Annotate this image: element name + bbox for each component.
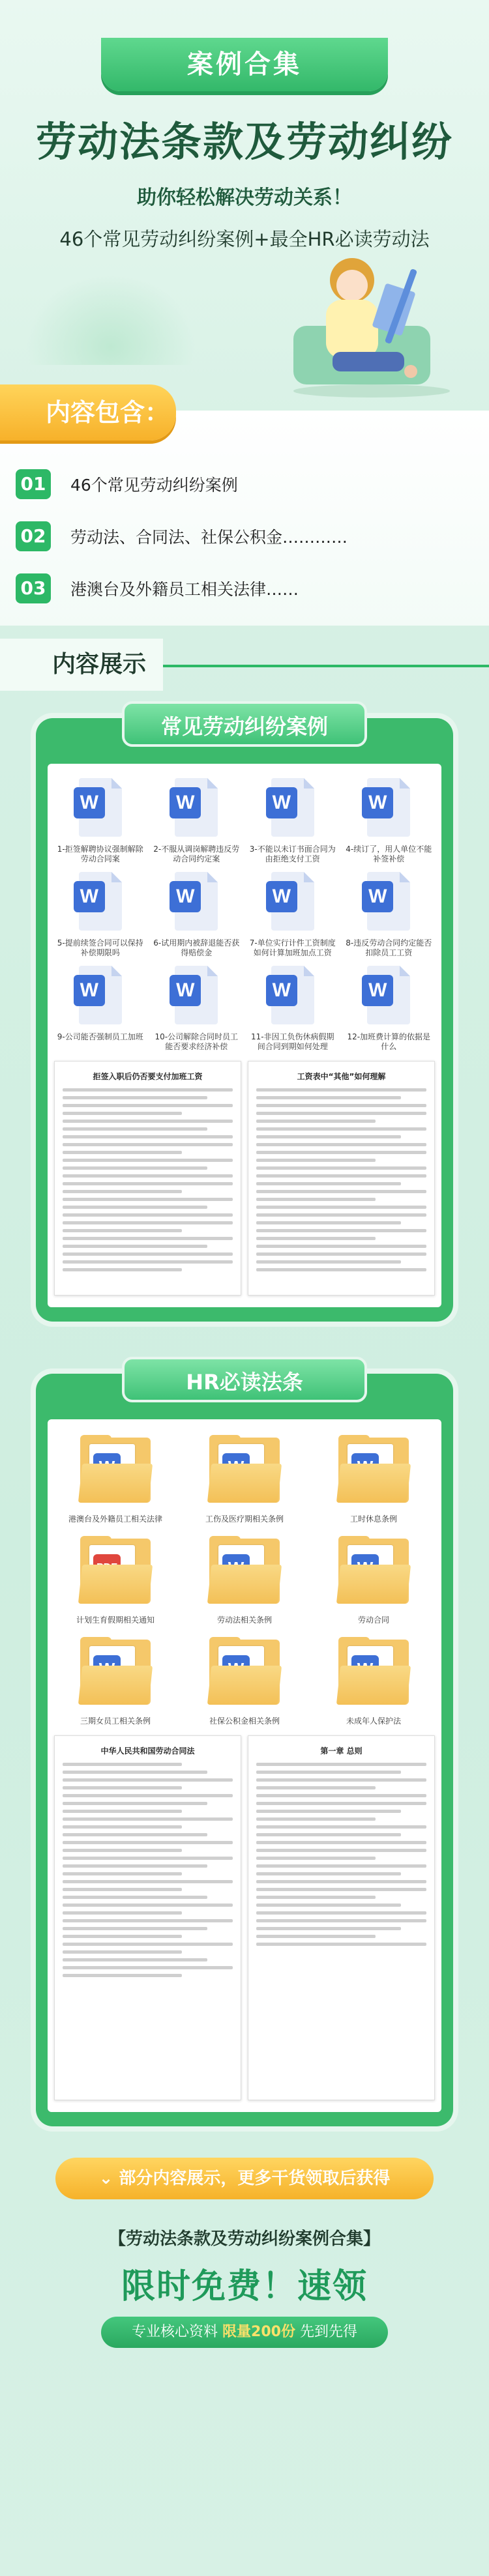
hr-folder-name: 劳动法相关条例 <box>216 1615 272 1625</box>
includes-item-text: 46个常见劳动纠纷案例 <box>70 476 238 495</box>
showcase-heading: 内容展示 <box>0 639 163 691</box>
word-doc-icon: W <box>362 966 415 1028</box>
word-doc-icon: W <box>74 966 127 1028</box>
case-doc[interactable] <box>151 869 243 958</box>
includes-heading: 内容包含： <box>0 384 176 441</box>
includes-item-text: 港澳台及外籍员工相关法律…… <box>70 580 299 599</box>
word-doc-icon: W <box>170 778 223 841</box>
case-doc-name: 9-公司能否强制员工加班 <box>57 1032 143 1041</box>
case-doc-name: 5-提前续签合同可以保持补偿期限吗 <box>57 938 143 957</box>
footer-collection-title: 【劳动法条款及劳动纠纷案例合集】 <box>108 2229 380 2249</box>
hr-folder-name: 工时休息条例 <box>349 1514 397 1524</box>
includes-item-number: 02 <box>16 521 51 551</box>
word-doc-icon: W <box>266 778 319 841</box>
hr-folder-name: 三期女员工相关条例 <box>80 1716 151 1726</box>
cases-card <box>36 714 453 1322</box>
case-doc-name: 8-违反劳动合同约定能否扣除员工工资 <box>346 938 432 957</box>
word-doc-icon: W <box>266 872 319 934</box>
hr-card <box>36 1370 453 2126</box>
case-doc[interactable] <box>343 775 436 864</box>
footer-free-offer: 限时免费！速领 <box>121 2267 368 2306</box>
cases-card-body <box>48 764 441 1307</box>
hero-decoration <box>26 274 196 365</box>
word-doc-icon: W <box>170 872 223 934</box>
case-doc[interactable] <box>151 775 243 864</box>
word-doc-icon: W <box>74 778 127 841</box>
more-content-label: 部分内容展示，更多干货领取后获得 <box>119 2169 391 2188</box>
case-doc-name: 3-不能以未订书面合同为由拒绝支付工资 <box>249 845 336 863</box>
folder-icon <box>205 1637 284 1710</box>
includes-item-text: 劳动法、合同法、社保公积金………… <box>70 528 348 547</box>
hero-subtitle-2: 46个常见劳动纠纷案例+最全HR必读劳动法 <box>59 228 430 250</box>
folder-icon <box>334 1435 413 1508</box>
paper-title: 中华人民共和国劳动合同法 <box>100 1746 195 1756</box>
hr-folder[interactable] <box>183 1532 306 1625</box>
includes-item-number: 03 <box>16 573 51 603</box>
case-paper-previews <box>54 1061 435 1295</box>
folder-icon <box>76 1637 155 1710</box>
hr-card-body <box>48 1419 441 2112</box>
case-doc-name: 10-公司解除合同时员工能否要求经济补偿 <box>155 1032 239 1051</box>
case-doc-name: 11-非因工负伤休病假期间合同到期如何处理 <box>250 1032 334 1051</box>
hr-folder-name: 劳动合同 <box>357 1615 389 1625</box>
word-doc-icon: W <box>74 872 127 934</box>
case-doc-name: 7-单位实行计件工资制度如何计算加班加点工资 <box>249 938 336 957</box>
hr-folder-name: 社保公积金相关条例 <box>209 1716 280 1726</box>
case-doc[interactable] <box>54 963 147 1052</box>
word-doc-icon: W <box>266 966 319 1028</box>
pdf-file-icon <box>76 1536 155 1609</box>
hr-folder[interactable] <box>312 1431 435 1524</box>
hr-folder-name: 港澳台及外籍员工相关法律 <box>68 1514 162 1524</box>
folder-icon <box>76 1435 155 1508</box>
includes-item <box>16 463 473 506</box>
hero-badge: 案例合集 <box>101 38 388 91</box>
case-doc[interactable] <box>54 775 147 864</box>
more-content-button[interactable] <box>55 2158 434 2199</box>
includes-list <box>16 463 473 619</box>
hr-paper-previews <box>54 1735 435 2100</box>
hr-folder[interactable] <box>312 1633 435 1726</box>
hero <box>0 0 489 384</box>
hr-folder[interactable] <box>54 1431 177 1524</box>
hr-folder[interactable] <box>312 1532 435 1625</box>
case-doc-name: 6-试用期内被辞退能否获得赔偿金 <box>153 938 240 957</box>
hr-folder[interactable] <box>54 1532 177 1625</box>
hr-paper-right <box>248 1735 435 2100</box>
hr-folder-name: 工伤及医疗期相关条例 <box>205 1514 284 1524</box>
word-doc-icon: W <box>170 966 223 1028</box>
case-doc[interactable] <box>151 963 243 1052</box>
includes-item-number: 01 <box>16 469 51 499</box>
case-doc[interactable] <box>246 869 339 958</box>
case-doc[interactable] <box>246 775 339 864</box>
word-doc-icon: W <box>362 778 415 841</box>
case-doc[interactable] <box>246 963 339 1052</box>
hr-folder-grid <box>54 1431 435 1726</box>
case-doc-name: 2-不服从调岗解聘违反劳动合同约定案 <box>153 845 240 863</box>
case-paper-left <box>54 1061 241 1295</box>
case-doc[interactable] <box>343 869 436 958</box>
word-doc-icon: W <box>362 872 415 934</box>
hr-folder-name: 计划生育假期相关通知 <box>76 1615 155 1625</box>
hr-folder-name: 未成年人保护法 <box>346 1716 401 1726</box>
folder-icon <box>334 1637 413 1710</box>
case-doc-name: 4-续订了，用人单位不能补签补偿 <box>346 845 432 863</box>
case-doc[interactable] <box>343 963 436 1052</box>
paper-title: 第一章 总则 <box>320 1746 363 1756</box>
case-doc-grid <box>54 775 435 1052</box>
hero-subtitle: 助你轻松解决劳动关系！ <box>137 186 352 209</box>
hr-folder[interactable] <box>183 1633 306 1726</box>
includes-item <box>16 515 473 558</box>
case-doc-name: 12-加班费计算的依据是什么 <box>347 1032 431 1051</box>
hr-folder[interactable] <box>54 1633 177 1726</box>
hr-paper-left <box>54 1735 241 2100</box>
showcase-title <box>0 639 489 699</box>
paper-title: 拒签入职后仍否要支付加班工资 <box>93 1072 203 1081</box>
case-doc-name: 1-拒签解聘协议强制解除劳动合同案 <box>57 845 143 863</box>
paper-title: 工资表中“其他”如何理解 <box>297 1072 386 1081</box>
case-paper-right <box>248 1061 435 1295</box>
folder-icon <box>334 1536 413 1609</box>
chevron-down-icon: ⌄ <box>98 2169 119 2188</box>
includes-item <box>16 567 473 610</box>
case-doc[interactable] <box>54 869 147 958</box>
hr-folder[interactable] <box>183 1431 306 1524</box>
hr-card-title: HR必读法条 <box>122 1357 367 1402</box>
cases-card-title: 常见劳动纠纷案例 <box>122 701 367 747</box>
folder-icon <box>205 1435 284 1508</box>
hero-title: 劳动法条款及劳动纠纷 <box>35 118 453 166</box>
content-includes <box>0 384 489 639</box>
footer-limited-badge[interactable]: 专业核心资料 限量200份 先到先得 <box>101 2317 388 2348</box>
woman-with-book-illustration <box>274 248 469 398</box>
folder-icon <box>205 1536 284 1609</box>
